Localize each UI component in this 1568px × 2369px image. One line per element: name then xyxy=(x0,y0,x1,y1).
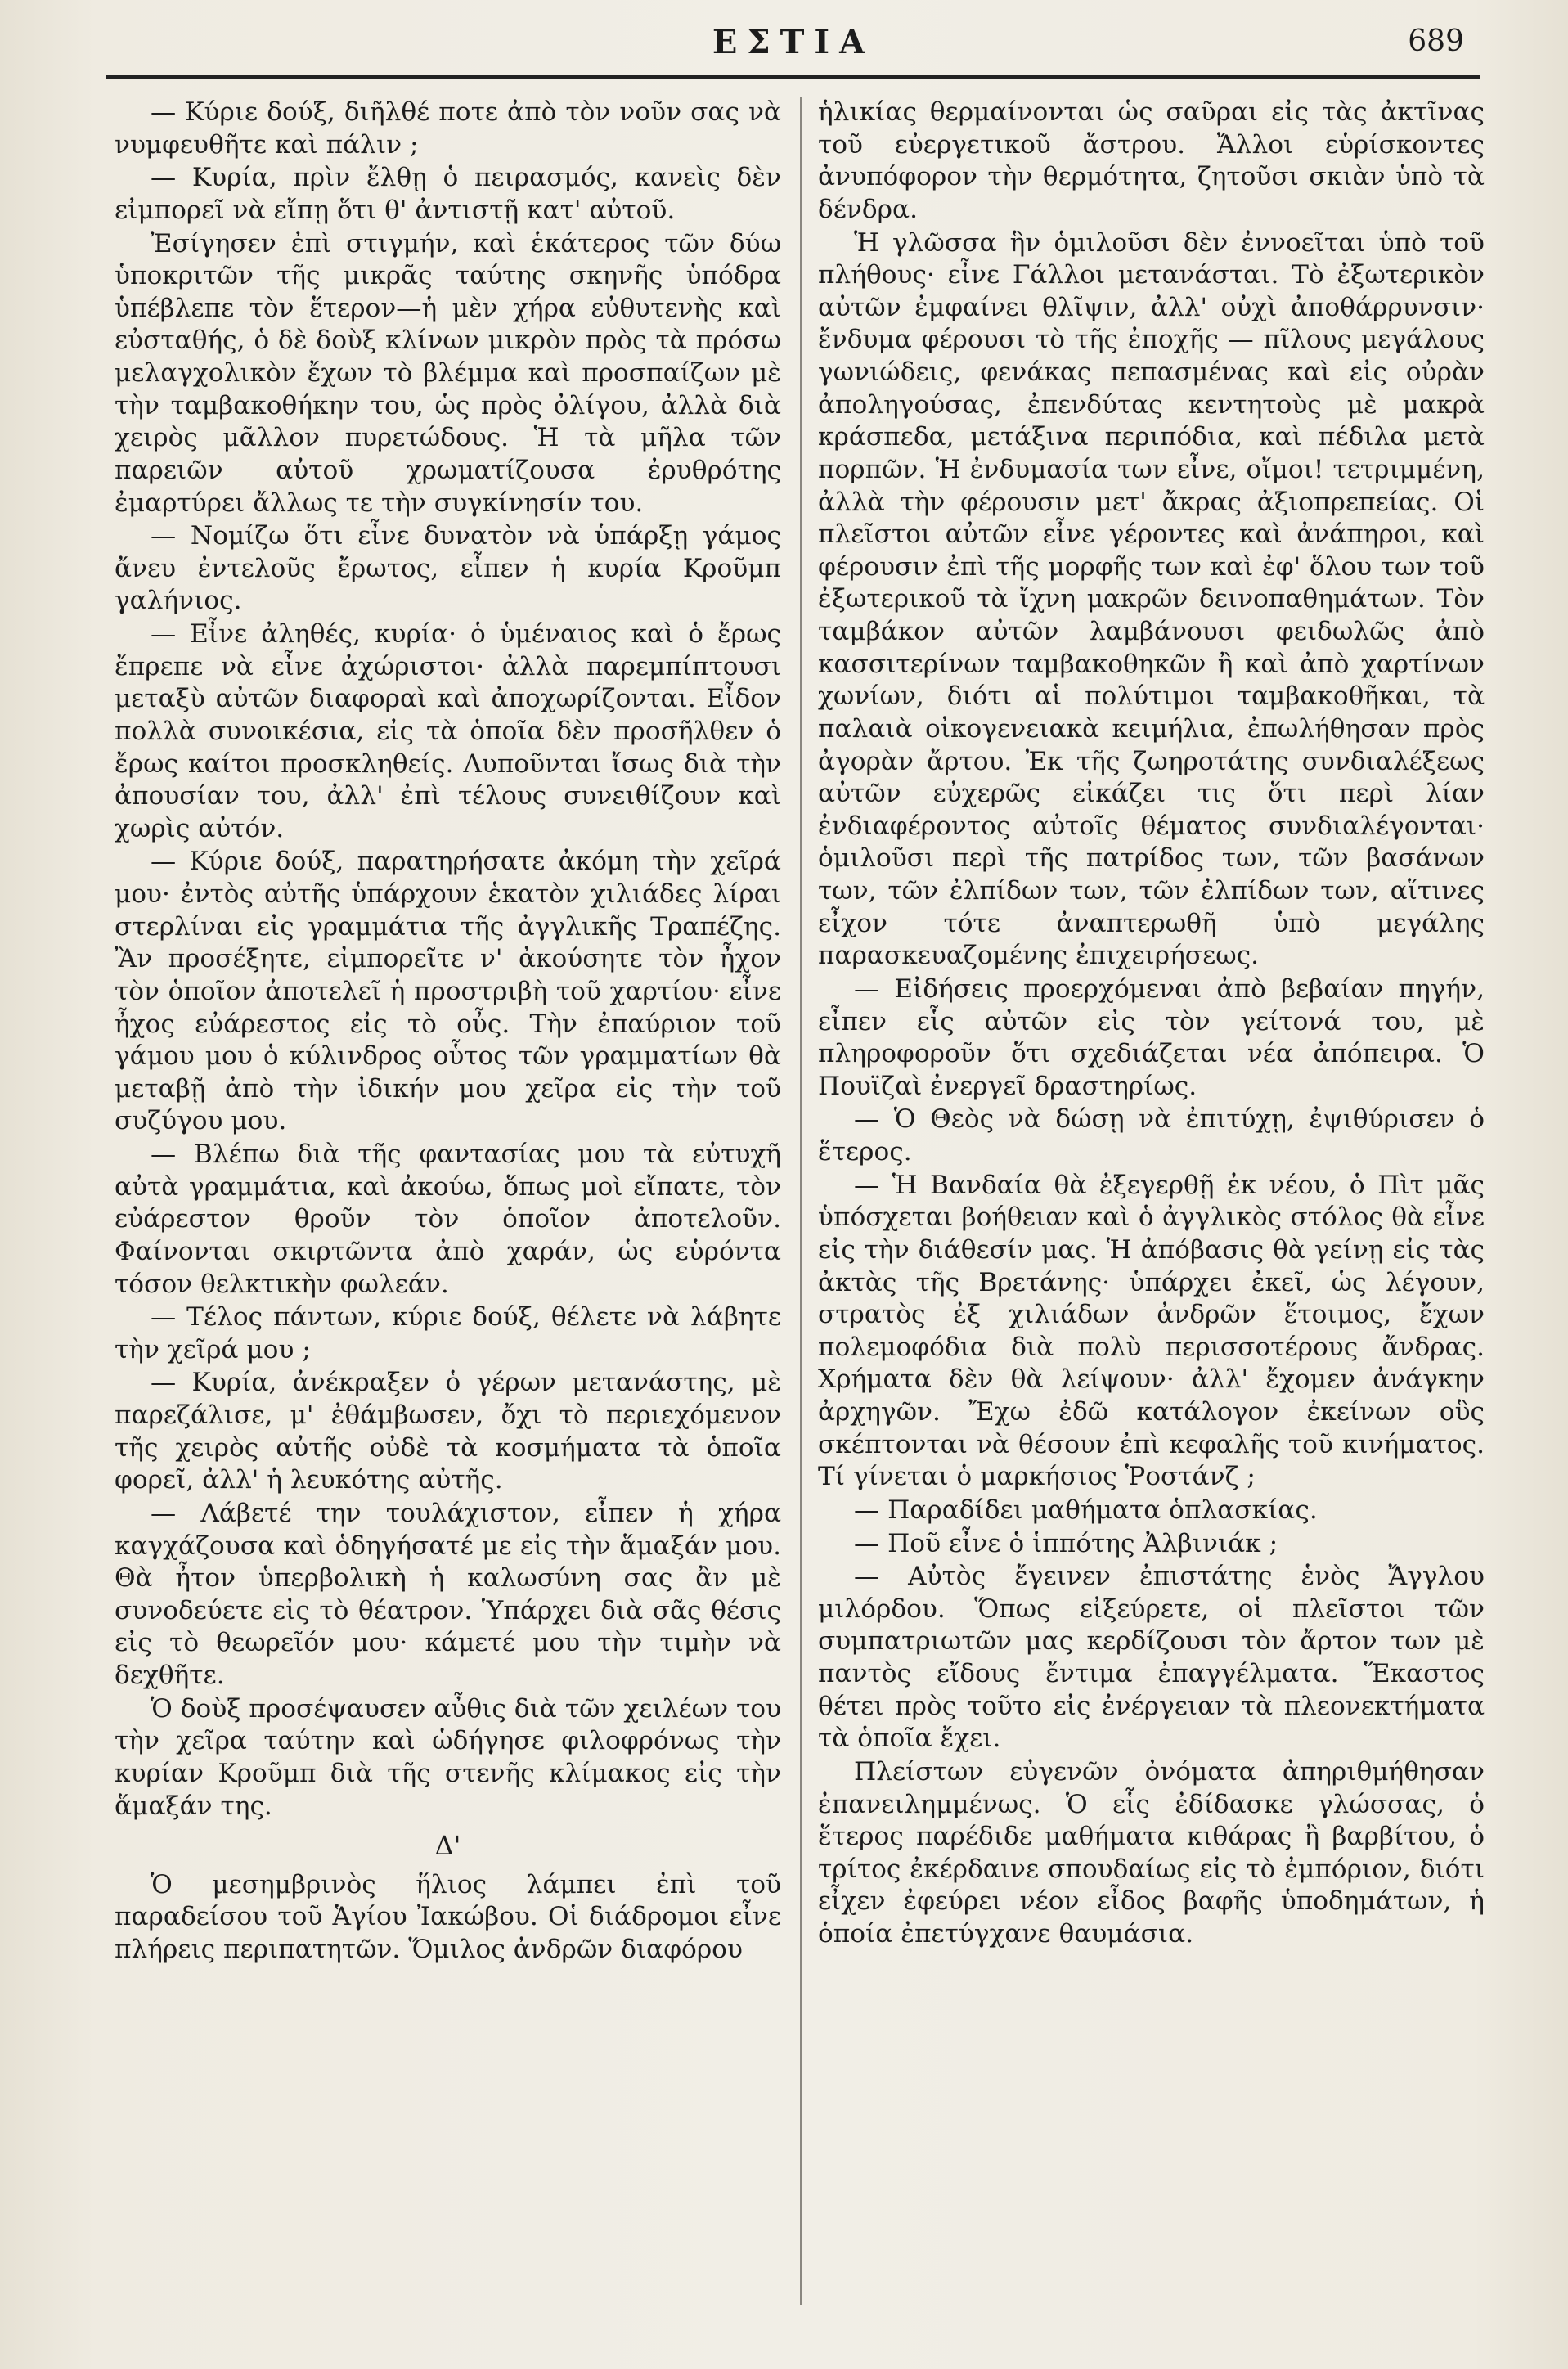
paragraph: — Κύριε δούξ, διῆλθέ ποτε ἀπὸ τὸν νοῦν σας νὰ νυμφευθῆτε καὶ πάλιν ; xyxy=(115,97,781,160)
paragraph: — Κυρία, ἀνέκραξεν ὁ γέρων μετανάστης, μὲ παρεζάλισε, μ' ἐθάμβωσεν, ὄχι τὸ περιεχόμενον τῆς χειρὸς αὐτῆς οὐδὲ τὰ κοσμήματα τὰ ὁποῖα φορεῖ, ἀλλ' ἡ λευκότης αὐτῆς. xyxy=(115,1368,781,1495)
column-divider xyxy=(800,97,802,2305)
paragraph: — Βλέπω διὰ τῆς φαντασίας μου τὰ εὐτυχῆ αὐτὰ γραμμάτια, καὶ ἀκούω, ὅπως μοὶ εἴπατε, τὸν εὐάρεστον θροῦν τὸν ὁποῖον ἀποτελοῦν. Φαίνονται σκιρτῶντα ἀπὸ χαράν, ὡς εὑρόντα τόσον θελκτικὴν φωλεάν. xyxy=(115,1140,781,1299)
page-number: 689 xyxy=(1408,25,1464,58)
paragraph: ἡλικίας θερμαίνονται ὡς σαῦραι εἰς τὰς ἀκτῖνας τοῦ εὐεργετικοῦ ἄστρου. Ἄλλοι εὑρίσκοντες ἀνυπόφορον τὴν θερμότητα, ζητοῦσι σκιὰν ὑπὸ τὰ δένδρα. xyxy=(818,97,1485,224)
paragraph: Ὁ δοὺξ προσέψαυσεν αὖθις διὰ τῶν χειλέων του τὴν χεῖρα ταύτην καὶ ὡδήγησε φιλοφρόνως τὴν κυρίαν Κροῦμπ διὰ τῆς στενῆς κλίμακος εἰς τὴν ἅμαξάν της. xyxy=(115,1693,781,1821)
publication-title: ΕΣΤΙΑ xyxy=(712,23,875,61)
header-rule xyxy=(106,75,1480,79)
paragraph: Ἐσίγησεν ἐπὶ στιγμήν, καὶ ἑκάτερος τῶν δύω ὑποκριτῶν τῆς μικρᾶς ταύτης σκηνῆς ὑπόδρα ὑπέβλεπε τὸν ἕτερον—ἡ μὲν χήρα εὐθυτενὴς καὶ εὐσταθής, ὁ δὲ δοὺξ κλίνων μικρὸν πρὸς τὰ πρόσω μελαγχολικὸν ἔχων τὸ βλέμμα καὶ προσπαίζων μὲ τὴν ταμβακοθήκην του, ὡς πρὸς ὀλίγου, ἀλλὰ διὰ χειρὸς μᾶλλον πυρετώδους. Ἡ τὰ μῆλα τῶν παρειῶν αὐτοῦ χρωματίζουσα ἐρυθρότης ἐμαρτύρει ἄλλως τε τὴν συγκίνησίν του. xyxy=(115,228,781,518)
paragraph: — Κύριε δούξ, παρατηρήσατε ἀκόμη τὴν χεῖρά μου· ἐντὸς αὐτῆς ὑπάρχουν ἑκατὸν χιλιάδες λίραι στερλίναι εἰς γραμμάτια τῆς ἀγγλικῆς Τραπέζης. Ἂν προσέξητε, εἰμπορεῖτε ν' ἀκούσητε τὸν ἦχον τὸν ὁποῖον ἀποτελεῖ ἡ προστριβὴ τοῦ χαρτίου· εἶνε ἦχος εὐάρεστος εἰς τὸ οὖς. Τὴν ἐπαύριον τοῦ γάμου μου ὁ κύλινδρος οὗτος τῶν γραμματίων θὰ μεταβῇ ἀπὸ τὴν ἰδικήν μου χεῖρα εἰς τὴν τοῦ συζύγου μου. xyxy=(115,847,781,1136)
paragraph: — Νομίζω ὅτι εἶνε δυνατὸν νὰ ὑπάρξῃ γάμος ἄνευ ἐντελοῦς ἔρωτος, εἶπεν ἡ κυρία Κροῦμπ γαλήνιος. xyxy=(115,521,781,616)
paragraph: — Εἰδήσεις προερχόμεναι ἀπὸ βεβαίαν πηγήν, εἶπεν εἷς αὐτῶν εἰς τὸν γείτονά του, μὲ πληροφοροῦν ὅτι σχεδιάζεται νέα ἀπόπειρα. Ὁ Πουϊζαὶ ἐνεργεῖ δραστηρίως. xyxy=(818,973,1485,1101)
paragraph: — Ἡ Βανδαία θὰ ἐξεγερθῇ ἐκ νέου, ὁ Πὶτ μᾶς ὑπόσχεται βοήθειαν καὶ ὁ ἀγγλικὸς στόλος θὰ εἶνε εἰς τὴν διάθεσίν μας. Ἡ ἀπόβασις θὰ γείνῃ εἰς τὰς ἀκτὰς τῆς Βρετάνης· ὑπάρχει ἐκεῖ, ὡς λέγουν, στρατὸς ἐξ χιλιάδων ἀνδρῶν ἕτοιμος, ἔχων πολεμοφόδια διὰ πολὺ περισσοτέρους ἄνδρας. Χρήματα δὲν θὰ λείψουν· ἀλλ' ἔχομεν ἀνάγκην ἀρχηγῶν. Ἔχω ἐδῶ κατάλογον ἐκείνων οὓς σκέπτονται νὰ θέσουν ἐπὶ κεφαλῆς τοῦ κινήματος. Τί γίνεται ὁ μαρκήσιος Ῥοστάνζ ; xyxy=(818,1170,1485,1492)
page-header xyxy=(106,23,1480,72)
left-column xyxy=(115,97,781,2338)
paragraph: Πλείστων εὐγενῶν ὀνόματα ἀπηριθμήθησαν ἐπανειλημμένως. Ὁ εἷς ἐδίδασκε γλώσσας, ὁ ἕτερος παρέδιδε μαθήματα κιθάρας ἢ βαρβίτου, ὁ τρίτος ἐκέρδαινε σπουδαίως εἰς τὸ ἐμπόριον, διότι εἶχεν ἐφεύρει νέον εἶδος βαφῆς ὑποδημάτων, ἡ ὁποία ἐπετύγχανε θαυμάσια. xyxy=(818,1756,1485,1949)
paragraph: — Εἶνε ἀληθές, κυρία· ὁ ὑμέναιος καὶ ὁ ἔρως ἔπρεπε νὰ εἶνε ἀχώριστοι· ἀλλὰ παρεμπίπτουσι μεταξὺ αὐτῶν διαφοραὶ καὶ ἀποχωρίζονται. Εἶδον πολλὰ συνοικέσια, εἰς τὰ ὁποῖα δὲν προσῆλθεν ὁ ἔρως καίτοι προσκληθείς. Λυποῦνται ἴσως διὰ τὴν ἀπουσίαν του, ἀλλ' ἐπὶ τέλους συνειθίζουν καὶ χωρὶς αὐτόν. xyxy=(115,619,781,843)
paragraph: — Αὐτὸς ἔγεινεν ἐπιστάτης ἑνὸς Ἄγγλου μιλόρδου. Ὅπως εἰξεύρετε, οἱ πλεῖστοι τῶν συμπατριωτῶν μας κερδίζουσι τὸν ἄρτον των μὲ παντὸς εἴδους ἔντιμα ἐπαγγέλματα. Ἕκαστος θέτει πρὸς τοῦτο εἰς ἐνέργειαν τὰ πλεονεκτήματα τὰ ὁποῖα ἔχει. xyxy=(818,1562,1485,1754)
paragraph: — Κυρία, πρὶν ἔλθῃ ὁ πειρασμός, κανεὶς δὲν εἰμπορεῖ νὰ εἴπῃ ὅτι θ' ἀντιστῇ κατ' αὐτοῦ. xyxy=(115,163,781,225)
paragraph: — Τέλος πάντων, κύριε δούξ, θέλετε νὰ λάβητε τὴν χεῖρά μου ; xyxy=(115,1302,781,1364)
paragraph: — Ποῦ εἶνε ὁ ἱππότης Ἀλβινιάκ ; xyxy=(854,1528,1278,1558)
paragraph: — Παραδίδει μαθήματα ὁπλασκίας. xyxy=(854,1495,1318,1525)
paragraph: Ἡ γλῶσσα ἣν ὁμιλοῦσι δὲν ἐννοεῖται ὑπὸ τοῦ πλήθους· εἶνε Γάλλοι μετανάσται. Τὸ ἐξωτερικὸν αὐτῶν ἐμφαίνει θλῖψιν, ἀλλ' οὐχὶ ἀποθάρρυνσιν· ἔνδυμα φέρουσι τὸ τῆς ἐποχῆς — πῖλους μεγάλους γωνιώδεις, φενάκας πεπασμένας καὶ εἰς οὐρὰν ἀποληγούσας, ἐπενδύτας κεντητοὺς μὲ μακρὰ κράσπεδα, μετάξινα περιπόδια, καὶ πέδιλα μετὰ πορπῶν. Ἡ ἐνδυμασία των εἶνε, οἴμοι! τετριμμένη, ἀλλὰ τὴν φέρουσιν μετ' ἄκρας ἀξιοπρεπείας. Οἱ πλεῖστοι αὐτῶν εἶνε γέροντες καὶ ἀνάπηροι, καὶ φέρουσιν ἐπὶ τῆς μορφῆς των καὶ ἐφ' ὅλου των τοῦ ἐξωτερικοῦ τὰ ἴχνη μακρῶν δεινοπαθημάτων. Τὸν ταμβάκον αὐτῶν λαμβάνουσι φειδωλῶς ἀπὸ κασσιτερίνων ταμβακοθηκῶν ἢ καὶ ἀπὸ χαρτίνων χωνίων, διότι αἱ πολύτιμοι ταμβακοθῆκαι, τὰ παλαιὰ οἰκογενειακὰ κειμήλια, ἐπωλήθησαν πρὸς ἀγορὰν ἄρτου. Ἐκ τῆς ζωηροτάτης συνδιαλέξεως αὐτῶν εὐχερῶς εἰκάζει τις ὅτι περὶ λίαν ἐνδιαφέροντος αὐτοῖς θέματος συνδιαλέγονται· ὁμιλοῦσι περὶ τῆς πατρίδος των, τῶν βασάνων των, τῶν ἐλπίδων των, τῶν ἐλπίδων των, αἵτινες εἶχον τότε ἀναπτερωθῆ ὑπὸ μεγάλης παρασκευαζομένης ἐπιχειρήσεως. xyxy=(818,227,1485,971)
paragraph: Ὁ μεσημβρινὸς ἥλιος λάμπει ἐπὶ τοῦ παραδείσου τοῦ Ἁγίου Ἰακώβου. Οἱ διάδρομοι εἶνε πλήρεις περιπατητῶν. Ὅμιλος ἀνδρῶν διαφόρου xyxy=(115,1869,781,1964)
paragraph: — Ὁ Θεὸς νὰ δώσῃ νὰ ἐπιτύχῃ, ἐψιθύρισεν ὁ ἕτερος. xyxy=(818,1104,1485,1167)
paragraph: — Λάβετέ την τουλάχιστον, εἶπεν ἡ χήρα καγχάζουσα καὶ ὁδηγήσατέ με εἰς τὴν ἅμαξάν μου. Θὰ ἦτον ὑπερβολικὴ ἡ καλωσύνη σας ἂν μὲ συνοδεύετε εἰς τὸ θέατρον. Ὑπάρχει διὰ σᾶς θέσις εἰς τὸ θεωρεῖόν μου· κάμετέ μου τὴν τιμὴν νὰ δεχθῆτε. xyxy=(115,1498,781,1690)
right-column xyxy=(818,97,1485,2338)
section-heading: Δ' xyxy=(434,1830,461,1862)
